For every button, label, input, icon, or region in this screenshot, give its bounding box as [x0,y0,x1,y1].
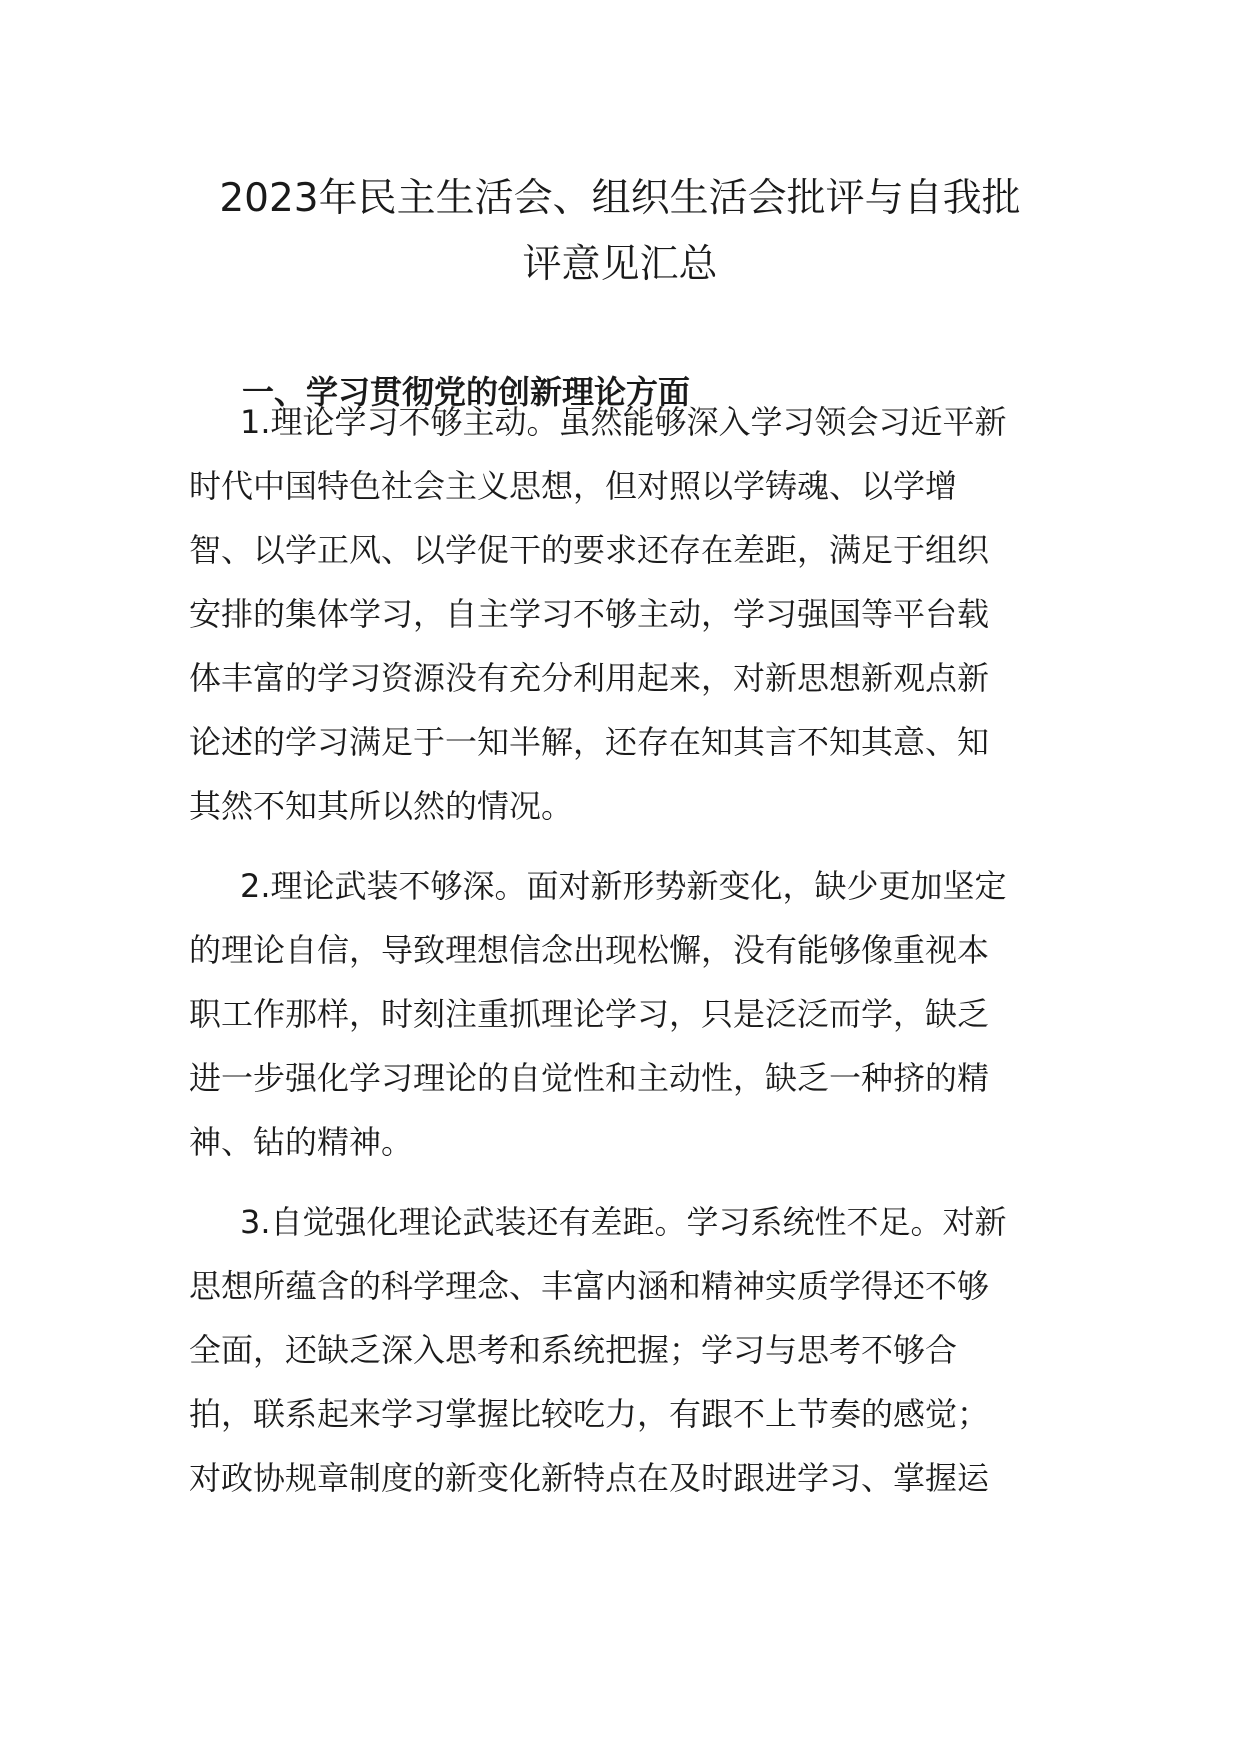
paragraph-line: 进一步强化学习理论的自觉性和主动性，缺乏一种挤的精 [189,1059,990,1097]
paragraph-line: 安排的集体学习，自主学习不够主动，学习强国等平台载 [189,595,990,633]
paragraph-1 [189,390,1055,838]
paragraph-line: 神、钻的精神。 [189,1123,414,1161]
paragraph-line: 时代中国特色社会主义思想，但对照以学铸魂、以学增 [189,467,958,505]
paragraph-3 [189,1190,1055,1510]
paragraph-line: 思想所蕴含的科学理念、丰富内涵和精神实质学得还不够 [189,1267,990,1305]
paragraph-line: 其然不知其所以然的情况。 [189,787,574,825]
paragraph-line: 职工作那样，时刻注重抓理论学习，只是泛泛而学，缺乏 [189,995,990,1033]
paragraph-line: 拍，联系起来学习掌握比较吃力，有跟不上节奏的感觉； [189,1395,990,1433]
document-title [150,166,1090,298]
paragraph-line: 1.理论学习不够主动。虽然能够深入学习领会习近平新 [240,403,1007,441]
paragraph-line: 体丰富的学习资源没有充分利用起来，对新思想新观点新 [189,659,990,697]
section-heading: 一、学习贯彻党的创新理论方面 [242,373,691,411]
paragraph-line: 全面，还缺乏深入思考和系统把握；学习与思考不够合 [189,1331,958,1369]
paragraph-line: 2.理论武装不够深。面对新形势新变化，缺少更加坚定 [240,867,1007,905]
title-line: 2023年民主生活会、组织生活会批评与自我批 [219,176,1021,221]
paragraph-2 [189,854,1055,1174]
paragraph-line: 智、以学正风、以学促干的要求还存在差距，满足于组织 [189,531,990,569]
paragraph-line: 3.自觉强化理论武装还有差距。学习系统性不足。对新 [240,1203,1007,1241]
paragraph-line: 对政协规章制度的新变化新特点在及时跟进学习、掌握运 [189,1459,990,1497]
paragraph-line: 的理论自信，导致理想信念出现松懈，没有能够像重视本 [189,931,990,969]
title-line: 评意见汇总 [522,242,718,287]
paragraph-line: 论述的学习满足于一知半解，还存在知其言不知其意、知 [189,723,990,761]
